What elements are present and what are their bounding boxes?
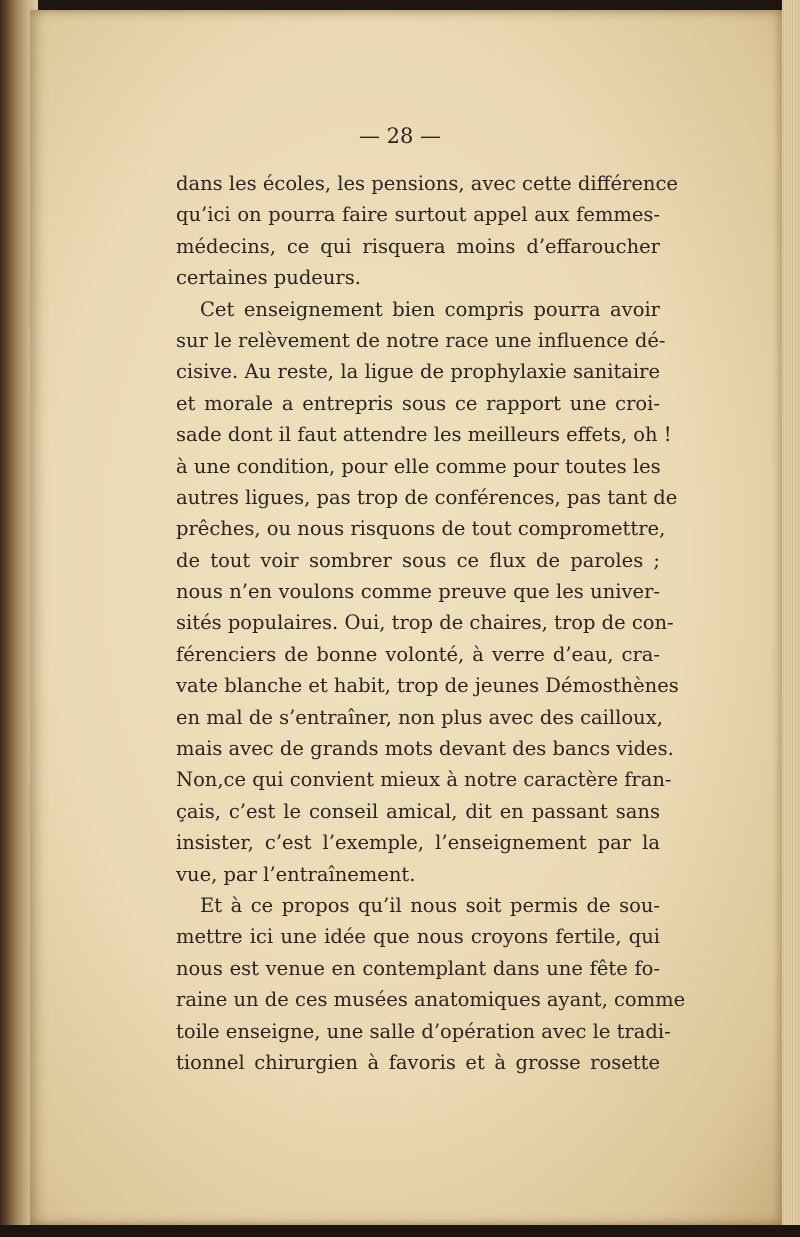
text-line: Non,ce qui convient mieux à notre caractère fran- [176, 768, 672, 792]
text-line: çais, c’est le conseil amical, dit en passant sans [176, 799, 660, 823]
text-line: Et à ce propos qu’il nous soit permis de sou- [200, 893, 660, 917]
text-line: et morale a entrepris sous ce rapport une croi- [176, 391, 660, 415]
text-line: vue, par l’entraînement. [176, 862, 416, 886]
text-line: médecins, ce qui risquera moins d’effaroucher [176, 234, 660, 258]
text-line: autres ligues, pas trop de conférences, pas tant de [176, 485, 678, 509]
page-number: — 28 — [358, 124, 442, 148]
text-line: toile enseigne, une salle d’opération avec le tradi- [176, 1019, 671, 1043]
text-line: mais avec de grands mots devant des bancs vides. [176, 737, 674, 761]
text-line: certaines pudeurs. [176, 266, 361, 290]
text-line: à une condition, pour elle comme pour toutes les [176, 454, 661, 478]
text-line: nous est venue en contemplant dans une fête fo- [176, 956, 660, 980]
text-line: vate blanche et habit, trop de jeunes Démosthènes [176, 674, 679, 698]
scan-bottom-edge [0, 1225, 800, 1237]
page-fore-edge [782, 0, 800, 1237]
text-line: en mal de s’entraîner, non plus avec des cailloux, [176, 705, 663, 729]
text-line: Cet enseignement bien compris pourra avoir [200, 297, 660, 321]
text-line: dans les écoles, les pensions, avec cette différence [176, 172, 678, 195]
text-line: insister, c’est l’exemple, l’enseignement par la [176, 831, 660, 855]
text-line: mettre ici une idée que nous croyons fertile, qui [176, 925, 660, 949]
text-line: de tout voir sombrer sous ce flux de paroles ; [176, 548, 660, 572]
text-line: férenciers de bonne volonté, à verre d’eau, cra- [176, 642, 660, 666]
text-line: nous n’en voulons comme preuve que les univer- [176, 580, 660, 604]
text-line: sités populaires. Oui, trop de chaires, trop de con- [176, 611, 674, 635]
text-line: tionnel chirurgien à favoris et à grosse rosette [176, 1050, 660, 1074]
text-line: sade dont il faut attendre les meilleurs effets, oh ! [176, 423, 672, 447]
text-line: prêches, ou nous risquons de tout compromettre, [176, 517, 666, 541]
text-line: cisive. Au reste, la ligue de prophylaxie sanitaire [176, 360, 660, 384]
text-line: raine un de ces musées anatomiques ayant, comme [176, 988, 686, 1012]
text-line: qu’ici on pourra faire surtout appel aux femmes- [176, 203, 660, 227]
text-line: sur le relèvement de notre race une influence dé- [176, 328, 666, 352]
body-text [176, 168, 686, 1078]
